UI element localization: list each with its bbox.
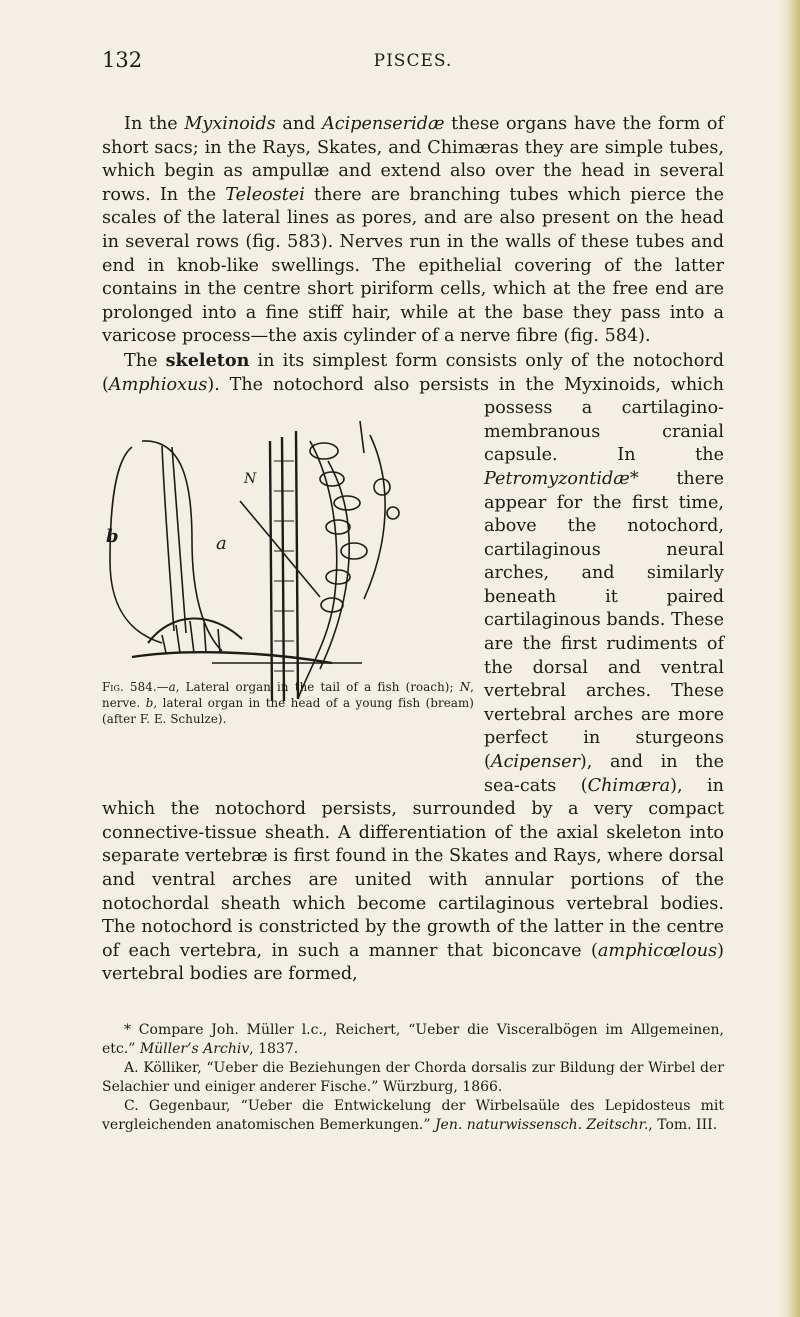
illustration-part [374, 479, 390, 495]
page-edge [778, 0, 800, 1317]
illustration-part [270, 441, 272, 701]
illustration-part [326, 520, 350, 534]
label-n: N [244, 471, 257, 488]
illustration-part [360, 421, 364, 453]
footnote-2: A. Kölliker, “Ueber die Beziehungen der Chorda dorsalis zur Bildung der Wirbel der Selachier und einiger anderer Fische.” Würzburg, 1866. [102, 1060, 724, 1095]
paragraph-1: In the Myxinoids and Acipenseridæ these organs have the form of short sacs; in the Rays, Skates, and Chimæras they are simple tubes, which begin as ampullæ and extend also over the head in several rows. In the Teleostei there are branching tubes which pierce the scales of the lateral lines as pores, and are also present on the head in several rows (fig. 583). Nerves run in the walls of these tubes and end in knob-like swellings. The epithelial covering of the latter contains in the centre short piriform cells, which at the free end are prolonged into a fine stiff hair, while at the base they pass into a varicose process—the axis cylinder of a nerve fibre (fig. 584). [102, 114, 724, 347]
label-a: a [216, 533, 227, 555]
illustration-part [326, 570, 350, 584]
illustration-part [320, 472, 344, 486]
label-b: b [106, 526, 119, 548]
page-number: 132 [102, 48, 143, 72]
running-head: PISCES. [373, 51, 453, 71]
figure-584 [102, 401, 474, 773]
body-text [102, 113, 724, 987]
illustration-part [387, 507, 399, 519]
illustration-part [240, 501, 320, 597]
paragraph-2: The skeleton in its simplest form consists only of the notochord (Amphioxus). The notochord also persists in the Myxinoids, which b a N Fig. 584.—a, Lateral organ in the tail of a fish (roach); N, nerve. b, lateral organ in the head of a young fish (bream) (after F. E. Schulze). possess a cartilagino-membranous cranial capsule. In the Petromyzontidæ* there appear for the first time, above the notochord, cartilaginous neural arches, and similarly beneath it paired cartilaginous bands. These are the first rudiments of the dorsal and ventral vertebral arches. These vertebral arches are more perfect in sturgeons (Acipenser), and in the sea-cats (Chimæra), in which the notochord persists, surrounded by a very compact connective-tissue sheath. A differentiation of the axial skeleton into separate vertebræ is first found in the Skates and Rays, where dorsal and ventral arches are united with annular portions of the notochordal sheath which become cartilaginous vertebral bodies. The notochord is constricted by the growth of the latter in the centre of each vertebra, in such a manner that biconcave (amphicœlous) vertebral bodies are formed, [102, 349, 724, 985]
illustration-part [132, 652, 332, 663]
illustration-part [334, 496, 360, 510]
figure-caption: Fig. 584.—a, Lateral organ in the tail of a fish (roach); N, nerve. b, lateral organ in the head of a young fish (bream) (after F. E. Schulze). [102, 680, 474, 727]
footnote-1: * Compare Joh. Müller l.c., Reichert, “Ueber die Visceralbögen im Allgemeinen, etc.” Müller’s Archiv, 1837. [102, 1022, 724, 1057]
footnote-3: C. Gegenbaur, “Ueber die Entwickelung der Wirbelsaüle des Lepidosteus mit vergleichenden anatomischen Bemerkungen.” Jen. naturwissensch. Zeitschr., Tom. III. [102, 1098, 724, 1133]
illustration-part [148, 619, 242, 644]
page-header [102, 48, 724, 78]
illustration-part [282, 437, 284, 701]
footnotes [102, 1021, 724, 1135]
illustration-part [341, 543, 367, 559]
illustration-part [364, 435, 385, 599]
illustration-part [162, 446, 174, 631]
